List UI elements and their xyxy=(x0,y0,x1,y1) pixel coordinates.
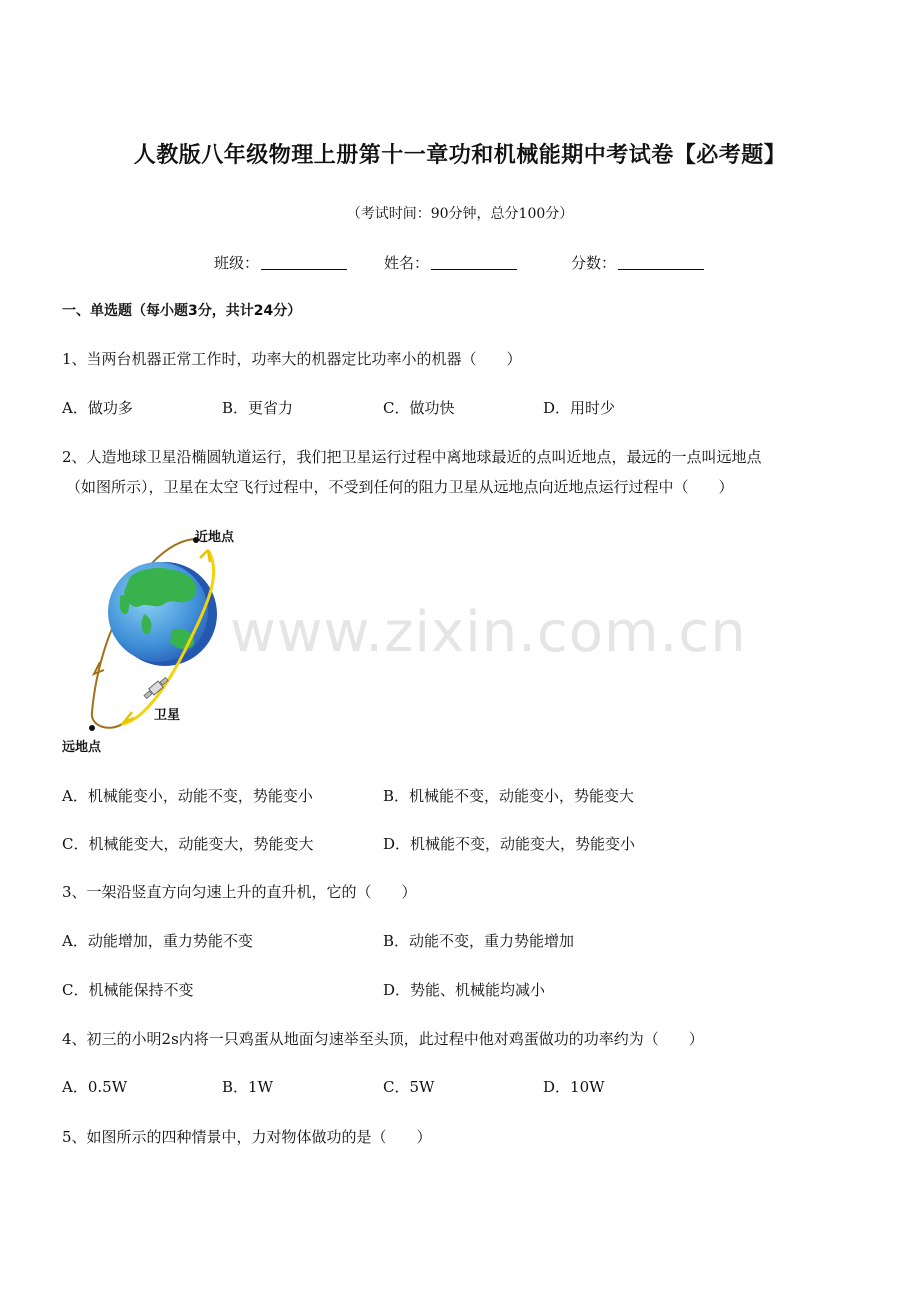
question-2-stem-line1: 2、人造地球卫星沿椭圆轨道运行，我们把卫星运行过程中离地球最近的点叫近地点，最远的一点叫远地点 xyxy=(62,448,762,466)
q3-option-d: D．势能、机械能均减小 xyxy=(383,981,546,999)
class-blank xyxy=(261,269,347,270)
score-field xyxy=(571,252,704,273)
q1-option-b: B．更省力 xyxy=(222,399,294,417)
question-3-stem: 3、一架沿竖直方向匀速上升的直升机，它的（ ） xyxy=(62,883,417,901)
watermark: www.zixin.com.cn xyxy=(230,600,747,665)
section-heading: 一、单选题（每小题3分，共计24分） xyxy=(62,303,302,319)
q4-option-b: B．1W xyxy=(222,1078,273,1096)
class-label: 班级： xyxy=(214,254,260,272)
q2-option-c: C．机械能变大，动能变大，势能变大 xyxy=(62,835,314,853)
exam-subtitle: （考试时间：90分钟，总分100分） xyxy=(346,206,574,222)
orbit-arrow-top xyxy=(200,550,210,562)
question-2-stem-line2: （如图所示），卫星在太空飞行过程中，不受到任何的阻力卫星从远地点向近地点运行过程中（ ） xyxy=(66,478,734,496)
q2-option-b: B．机械能不变，动能变小，势能变大 xyxy=(383,787,635,805)
apogee-dot xyxy=(89,725,95,731)
q4-option-a: A．0.5W xyxy=(62,1078,128,1096)
q3-option-c: C．机械能保持不变 xyxy=(62,981,194,999)
score-blank xyxy=(618,269,704,270)
q2-option-a: A．机械能变小，动能不变，势能变小 xyxy=(62,787,313,805)
q1-option-a: A．做功多 xyxy=(62,399,133,417)
q2-option-d: D．机械能不变，动能变大，势能变小 xyxy=(383,835,636,853)
perigee-label: 近地点 xyxy=(195,530,235,545)
name-field xyxy=(384,252,517,273)
page-title: 人教版八年级物理上册第十一章功和机械能期中考试卷【必考题】 xyxy=(133,143,787,168)
q1-option-d: D．用时少 xyxy=(543,399,616,417)
score-label: 分数： xyxy=(571,254,617,272)
question-1-stem: 1、当两台机器正常工作时，功率大的机器定比功率小的机器（ ） xyxy=(62,350,522,368)
name-label: 姓名： xyxy=(384,254,430,272)
question-4-stem: 4、初三的小明2s内将一只鸡蛋从地面匀速举至头顶，此过程中他对鸡蛋做功的功率约为（ ） xyxy=(62,1030,704,1048)
apogee-label: 远地点 xyxy=(62,740,102,755)
q1-option-c: C．做功快 xyxy=(383,399,455,417)
question-5-stem: 5、如图所示的四种情景中，力对物体做功的是（ ） xyxy=(62,1128,432,1146)
q3-option-a: A．动能增加，重力势能不变 xyxy=(62,932,253,950)
satellite-label: 卫星 xyxy=(154,708,181,723)
class-field xyxy=(214,252,347,273)
q4-option-d: D．10W xyxy=(543,1078,605,1096)
name-blank xyxy=(431,269,517,270)
q4-option-c: C．5W xyxy=(383,1078,435,1096)
q3-option-b: B．动能不变，重力势能增加 xyxy=(383,932,575,950)
